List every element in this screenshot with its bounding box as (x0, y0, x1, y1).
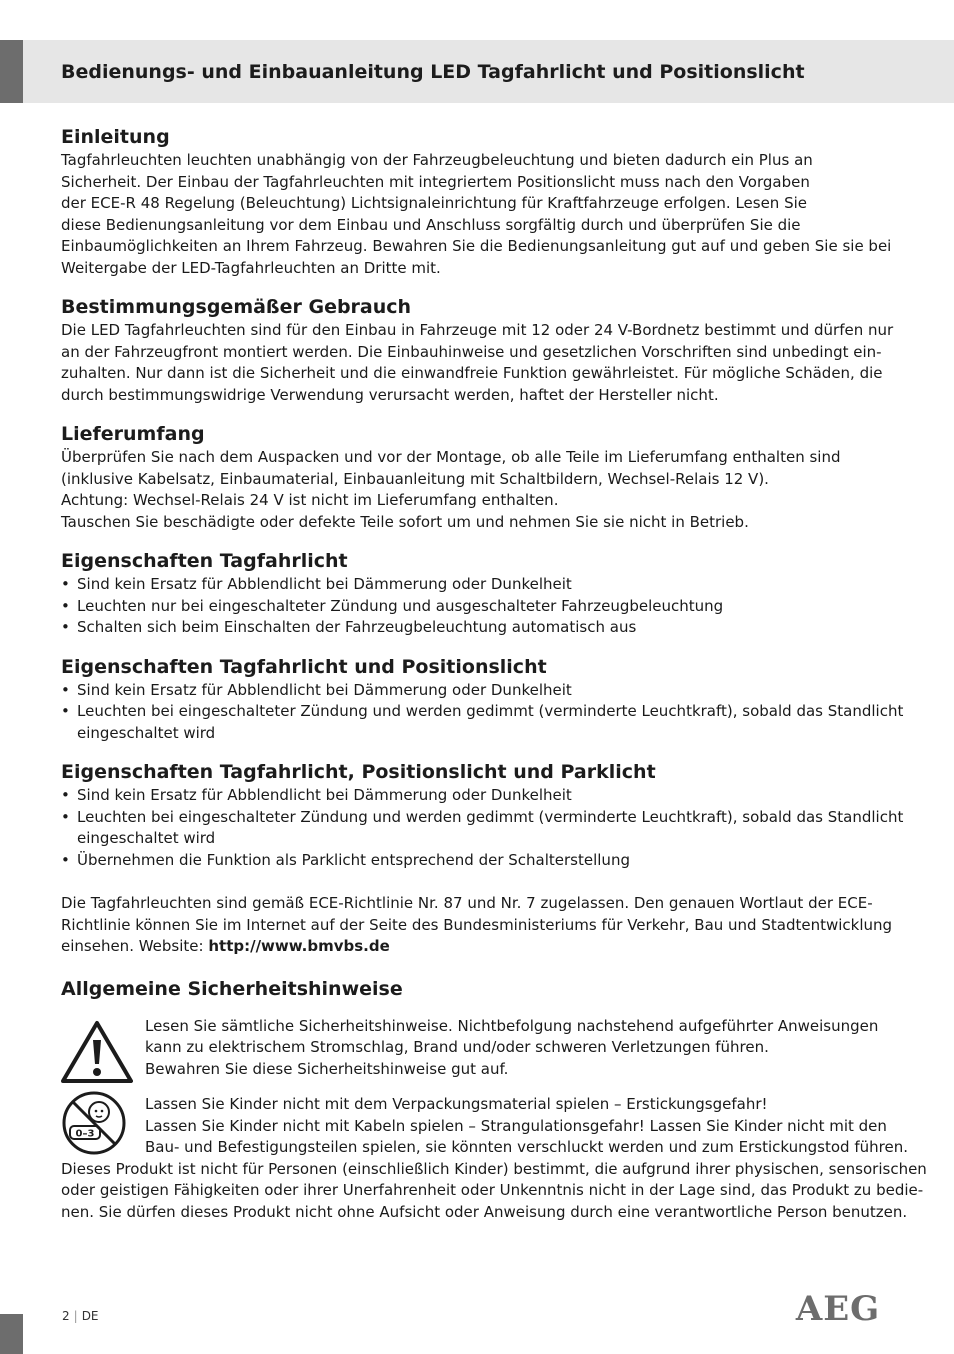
heading-eig3: Eigenschaften Tagfahrlicht, Positionslicht und Parklicht (61, 761, 656, 783)
website-link[interactable]: http://www.bmvbs.de (208, 937, 390, 955)
paragraph-line: (inklusive Kabelsatz, Einbaumaterial, Einbauanleitung mit Schaltbildern, Wechsel-Relais 12 V). (61, 469, 769, 488)
paragraph-line: nen. Sie dürfen dieses Produkt nicht ohne Aufsicht oder Anweisung durch eine verantwortliche Person benutzen. (61, 1202, 908, 1221)
section-bestimmung (61, 294, 896, 406)
paragraph-line: Die Tagfahrleuchten sind gemäß ECE-Richtlinie Nr. 87 und Nr. 7 zugelassen. Den genauen Wortlaut der ECE- (61, 894, 873, 912)
heading-eig1: Eigenschaften Tagfahrlicht (61, 550, 348, 572)
list-item: • Sind kein Ersatz für Abblendlicht bei Dämmerung oder Dunkelheit (61, 680, 572, 699)
paragraph-line: Bau- und Befestigungsteilen spielen, sie könnten verschluckt werden und zum Erstickungstod führen. (145, 1138, 908, 1156)
paragraph-line: oder geistigen Fähigkeiten oder ihrer Unerfahrenheit oder Unkenntnis nicht in der Lage sind, das Produkt zu bedie- (61, 1181, 924, 1199)
paragraph-line: zuhalten. Nur dann ist die Sicherheit und die einwandfreie Funktion gewährleistet. Für mögliche Schäden, die (61, 364, 883, 382)
paragraph-line: der ECE-R 48 Regelung (Beleuchtung) Lichtsignaleinrichtung für Kraftfahrzeuge erfolgen. Lesen Sie (61, 194, 808, 212)
heading-einleitung: Einleitung (61, 126, 170, 148)
warning-block (61, 1016, 896, 1081)
paragraph-line: Einbaumöglichkeiten an Ihrem Fahrzeug. Bewahren Sie die Bedienungsanleitung gut auf und geben Sie sie bei (61, 237, 892, 255)
paragraph-line: Tauschen Sie beschädigte oder defekte Teile sofort um und nehmen Sie sie nicht in Betrieb. (61, 512, 749, 531)
paragraph-line: Die LED Tagfahrleuchten sind für den Einbau in Fahrzeuge mit 12 oder 24 V-Bordnetz bestimmt und dürfen nur (61, 321, 894, 339)
heading-eig2: Eigenschaften Tagfahrlicht und Positionslicht (61, 655, 547, 678)
paragraph-line: Tagfahrleuchten leuchten unabhängig von der Fahrzeugbeleuchtung und bieten dadurch ein Plus an (61, 151, 813, 169)
paragraph-line: Lassen Sie Kinder nicht mit Kabeln spielen – Strangulationsgefahr! Lassen Sie Kinder nicht mit den (145, 1116, 887, 1135)
section-eigenschaften-positionslicht (61, 654, 904, 745)
list-item: • Sind kein Ersatz für Abblendlicht bei Dämmerung oder Dunkelheit (61, 575, 572, 593)
heading-bestimmung: Bestimmungsgemäßer Gebrauch (61, 296, 412, 318)
paragraph-line: Richtlinie können Sie im Internet auf der Seite des Bundesministeriums für Verkehr, Bau und Stadtentwicklung (61, 915, 893, 934)
no-children-0-3-icon (61, 1090, 133, 1154)
paragraph-line: Weitergabe der LED-Tagfahrleuchten an Dritte mit. (61, 258, 441, 277)
section-eigenschaften-parklicht (61, 759, 904, 871)
bullet-list (61, 574, 896, 639)
warning-triangle-icon (61, 1020, 133, 1084)
side-tab-bottom (0, 1314, 23, 1354)
list-item: • Leuchten bei eingeschalteter Zündung und werden gedimmt (verminderte Leuchtkraft), sobald das Standlicht eingeschaltet wird (61, 807, 904, 847)
paragraph-line: an der Fahrzeugfront montiert werden. Die Einbauhinweise und gesetzlichen Vorschriften sind unbedingt ein- (61, 342, 882, 361)
bullet-list (61, 680, 904, 745)
header-band (23, 40, 954, 103)
paragraph-line: einsehen. Website: http://www.bmvbs.de (61, 937, 390, 955)
paragraph-line: Dieses Produkt ist nicht für Personen (einschließlich Kinder) bestimmt, die aufgrund ihrer physischen, sensorischen (61, 1159, 927, 1178)
paragraph-line: Lassen Sie Kinder nicht mit dem Verpackungsmaterial spielen – Erstickungsgefahr! (145, 1095, 768, 1113)
paragraph-line: kann zu elektrischem Stromschlag, Brand und/oder schweren Verletzungen führen. (145, 1038, 769, 1056)
section-eigenschaften-tagfahrlicht (61, 548, 896, 639)
page-number: 2 | DE (62, 1309, 99, 1323)
section-safety (61, 976, 927, 1224)
list-item: • Schalten sich beim Einschalten der Fahrzeugbeleuchtung automatisch aus (61, 618, 637, 636)
list-item: • Sind kein Ersatz für Abblendlicht bei Dämmerung oder Dunkelheit (61, 786, 572, 804)
paragraph-line: Sicherheit. Der Einbau der Tagfahrleuchten mit integriertem Positionslicht muss nach den Vorgaben (61, 172, 810, 191)
paragraph-line: durch bestimmungswidrige Verwendung verursacht werden, haftet der Hersteller nicht. (61, 385, 719, 404)
side-tab-top (0, 40, 23, 103)
list-item: • Übernehmen die Funktion als Parklicht entsprechend der Schalterstellung (61, 850, 630, 869)
page-title: Bedienungs- und Einbauanleitung LED Tagfahrlicht und Positionslicht (61, 61, 805, 83)
section-ece (61, 893, 896, 958)
bullet-list (61, 785, 904, 871)
list-item: • Leuchten nur bei eingeschalteter Zündung und ausgeschalteter Fahrzeugbeleuchtung (61, 596, 724, 615)
heading-lieferumfang: Lieferumfang (61, 423, 205, 445)
heading-safety: Allgemeine Sicherheitshinweise (61, 977, 403, 1000)
paragraph-line: Überprüfen Sie nach dem Auspacken und vor der Montage, ob alle Teile im Lieferumfang enthalten sind (61, 448, 841, 466)
aeg-logo (786, 1289, 890, 1323)
paragraph-line: Achtung: Wechsel-Relais 24 V ist nicht im Lieferumfang enthalten. (61, 491, 559, 509)
list-item: • Leuchten bei eingeschalteter Zündung und werden gedimmt (verminderte Leuchtkraft), sobald das Standlicht eingeschaltet wird (61, 702, 904, 742)
section-einleitung (61, 124, 896, 279)
age-range-label: 0–3 (75, 1128, 95, 1140)
svg-text:AEG: AEG (795, 1289, 881, 1323)
document-body (61, 124, 927, 1238)
paragraph-line: diese Bedienungsanleitung vor dem Einbau und Anschluss sorgfältig durch und überprüfen Sie die (61, 215, 801, 234)
paragraph-line: Lesen Sie sämtliche Sicherheitshinweise. Nichtbefolgung nachstehend aufgeführter Anweisungen (145, 1016, 879, 1035)
paragraph-line: Bewahren Sie diese Sicherheitshinweise gut auf. (145, 1059, 509, 1078)
children-block (61, 1094, 927, 1223)
section-lieferumfang (61, 421, 896, 533)
